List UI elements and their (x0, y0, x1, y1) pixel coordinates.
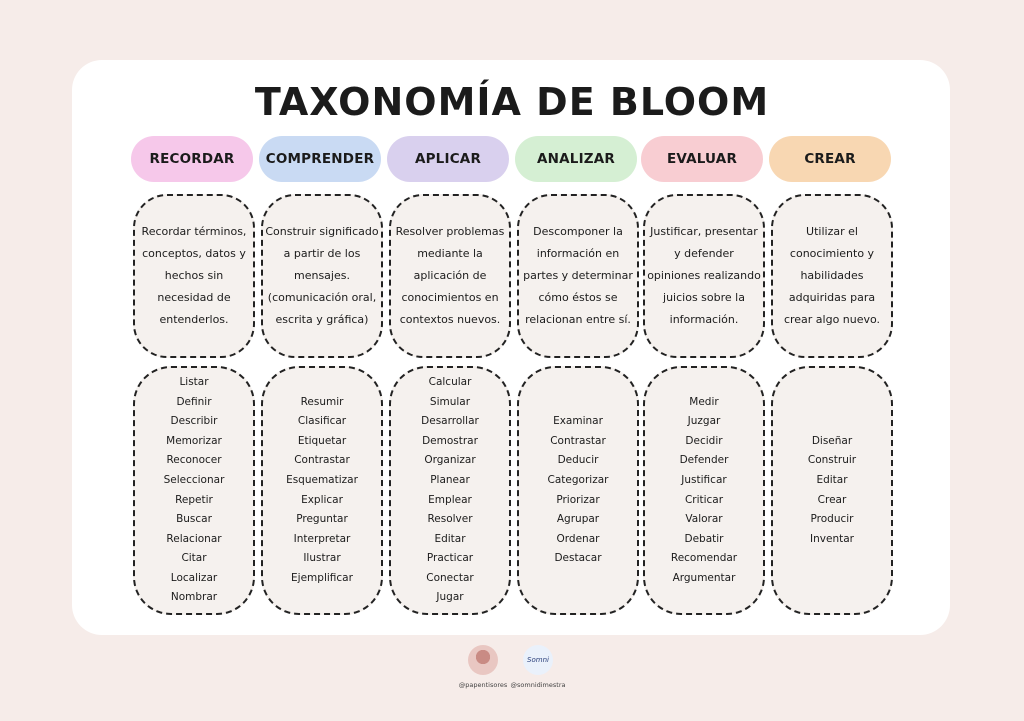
column-comprender (259, 136, 381, 584)
level-pill-evaluar: EVALUAR (641, 136, 763, 182)
verb-item: Preguntar (296, 513, 348, 526)
description-box-comprender (261, 194, 383, 358)
level-pill-aplicar: APLICAR (387, 136, 509, 182)
verb-item: Contrastar (550, 434, 606, 447)
verb-item: Definir (176, 395, 212, 408)
verb-item: Citar (181, 552, 207, 565)
verb-item: Deducir (557, 454, 599, 467)
verb-item: Memorizar (166, 434, 222, 447)
verb-item: Simular (429, 395, 471, 408)
footer-handle: @somnidimestra (510, 681, 566, 689)
verb-item: Practicar (426, 552, 474, 565)
column-analizar (515, 136, 637, 565)
verb-item: Decidir (685, 434, 723, 447)
verb-item: Interpretar (293, 532, 351, 545)
verbs-box-analizar (517, 366, 639, 615)
verb-item: Planear (430, 473, 470, 486)
level-pill-crear: CREAR (769, 136, 891, 182)
description-box-analizar (517, 194, 639, 358)
verb-item: Juzgar (687, 415, 721, 428)
description-text: Construir significado a partir de los mensajes. (comunicación oral, escrita y gráfica) (265, 225, 379, 326)
verbs-box-comprender (261, 366, 383, 615)
verb-item: Defender (679, 454, 729, 467)
verb-item: Agrupar (556, 513, 600, 526)
level-pill-analizar: ANALIZAR (515, 136, 637, 182)
description-box-recordar (133, 194, 255, 358)
verb-item: Editar (434, 532, 466, 545)
description-text: Descomponer la información en partes y determinar cómo éstos se relacionan entre sí. (523, 225, 633, 326)
verb-item: Diseñar (811, 434, 853, 447)
description-text: Utilizar el conocimiento y habilidades adquiridas para crear algo nuevo. (783, 225, 881, 326)
verb-item: Ordenar (556, 532, 600, 545)
verb-item: Contrastar (294, 454, 350, 467)
verb-item: Organizar (424, 454, 476, 467)
description-box-crear (771, 194, 893, 358)
page-title: TAXONOMÍA DE BLOOM (254, 80, 770, 124)
verb-item: Debatir (684, 532, 724, 545)
column-recordar (131, 136, 253, 604)
description-text: Justificar, presentar y defender opiniones realizando juicios sobre la información. (647, 225, 761, 326)
description-box-aplicar (389, 194, 511, 358)
column-crear (769, 136, 891, 545)
verb-item: Ejemplificar (291, 571, 353, 584)
verbs-box-evaluar (643, 366, 765, 615)
verb-item: Jugar (436, 591, 464, 604)
description-box-evaluar (643, 194, 765, 358)
verb-item: Localizar (170, 571, 218, 584)
verb-item: Conectar (426, 571, 474, 584)
level-pill-recordar: RECORDAR (131, 136, 253, 182)
verb-item: Destacar (554, 552, 602, 565)
description-text: Recordar términos, conceptos, datos y hechos sin necesidad de entenderlos. (141, 225, 247, 326)
level-pill-comprender: COMPRENDER (259, 136, 381, 182)
column-aplicar (387, 136, 509, 604)
verb-item: Construir (807, 454, 857, 467)
verb-item: Nombrar (170, 591, 218, 604)
verb-item: Esquematizar (286, 473, 358, 486)
verb-item: Criticar (684, 493, 724, 506)
verb-item: Valorar (685, 513, 723, 526)
verb-item: Resumir (300, 395, 344, 408)
verb-item: Etiquetar (297, 434, 347, 447)
description-text: Resolver problemas mediante la aplicación de conocimientos en contextos nuevos. (395, 225, 505, 326)
verb-item: Ilustrar (303, 552, 341, 565)
verbs-box-recordar (133, 366, 255, 615)
verb-item: Desarrollar (421, 415, 479, 428)
verb-item: Examinar (553, 415, 603, 428)
verb-item: Calcular (428, 375, 472, 388)
verbs-box-crear (771, 366, 893, 615)
logo-text: Somni (527, 656, 549, 664)
verb-item: Explicar (301, 493, 343, 506)
verb-item: Describir (170, 415, 218, 428)
footer-author-2 (493, 645, 583, 689)
verb-item: Relacionar (166, 532, 222, 545)
verb-item: Resolver (427, 513, 473, 526)
verb-item: Producir (810, 513, 854, 526)
verb-item: Repetir (175, 493, 213, 506)
somni-logo (523, 645, 553, 675)
verb-item: Listar (179, 375, 209, 388)
verb-item: Justificar (681, 473, 727, 486)
verb-item: Buscar (176, 513, 212, 526)
verb-item: Crear (817, 493, 847, 506)
verb-item: Demostrar (422, 434, 478, 447)
verb-item: Seleccionar (163, 473, 225, 486)
verb-item: Clasificar (297, 415, 347, 428)
verb-item: Medir (689, 395, 719, 408)
verb-item: Priorizar (556, 493, 600, 506)
verb-item: Emplear (428, 493, 472, 506)
verb-item: Categorizar (547, 473, 609, 486)
footer-handle: @papentisores (458, 681, 508, 689)
verb-item: Recomendar (670, 552, 738, 565)
verb-item: Editar (816, 473, 848, 486)
verbs-box-aplicar (389, 366, 511, 615)
verb-item: Argumentar (672, 571, 736, 584)
verb-item: Inventar (810, 532, 854, 545)
column-evaluar (641, 136, 763, 584)
verb-item: Reconocer (166, 454, 222, 467)
